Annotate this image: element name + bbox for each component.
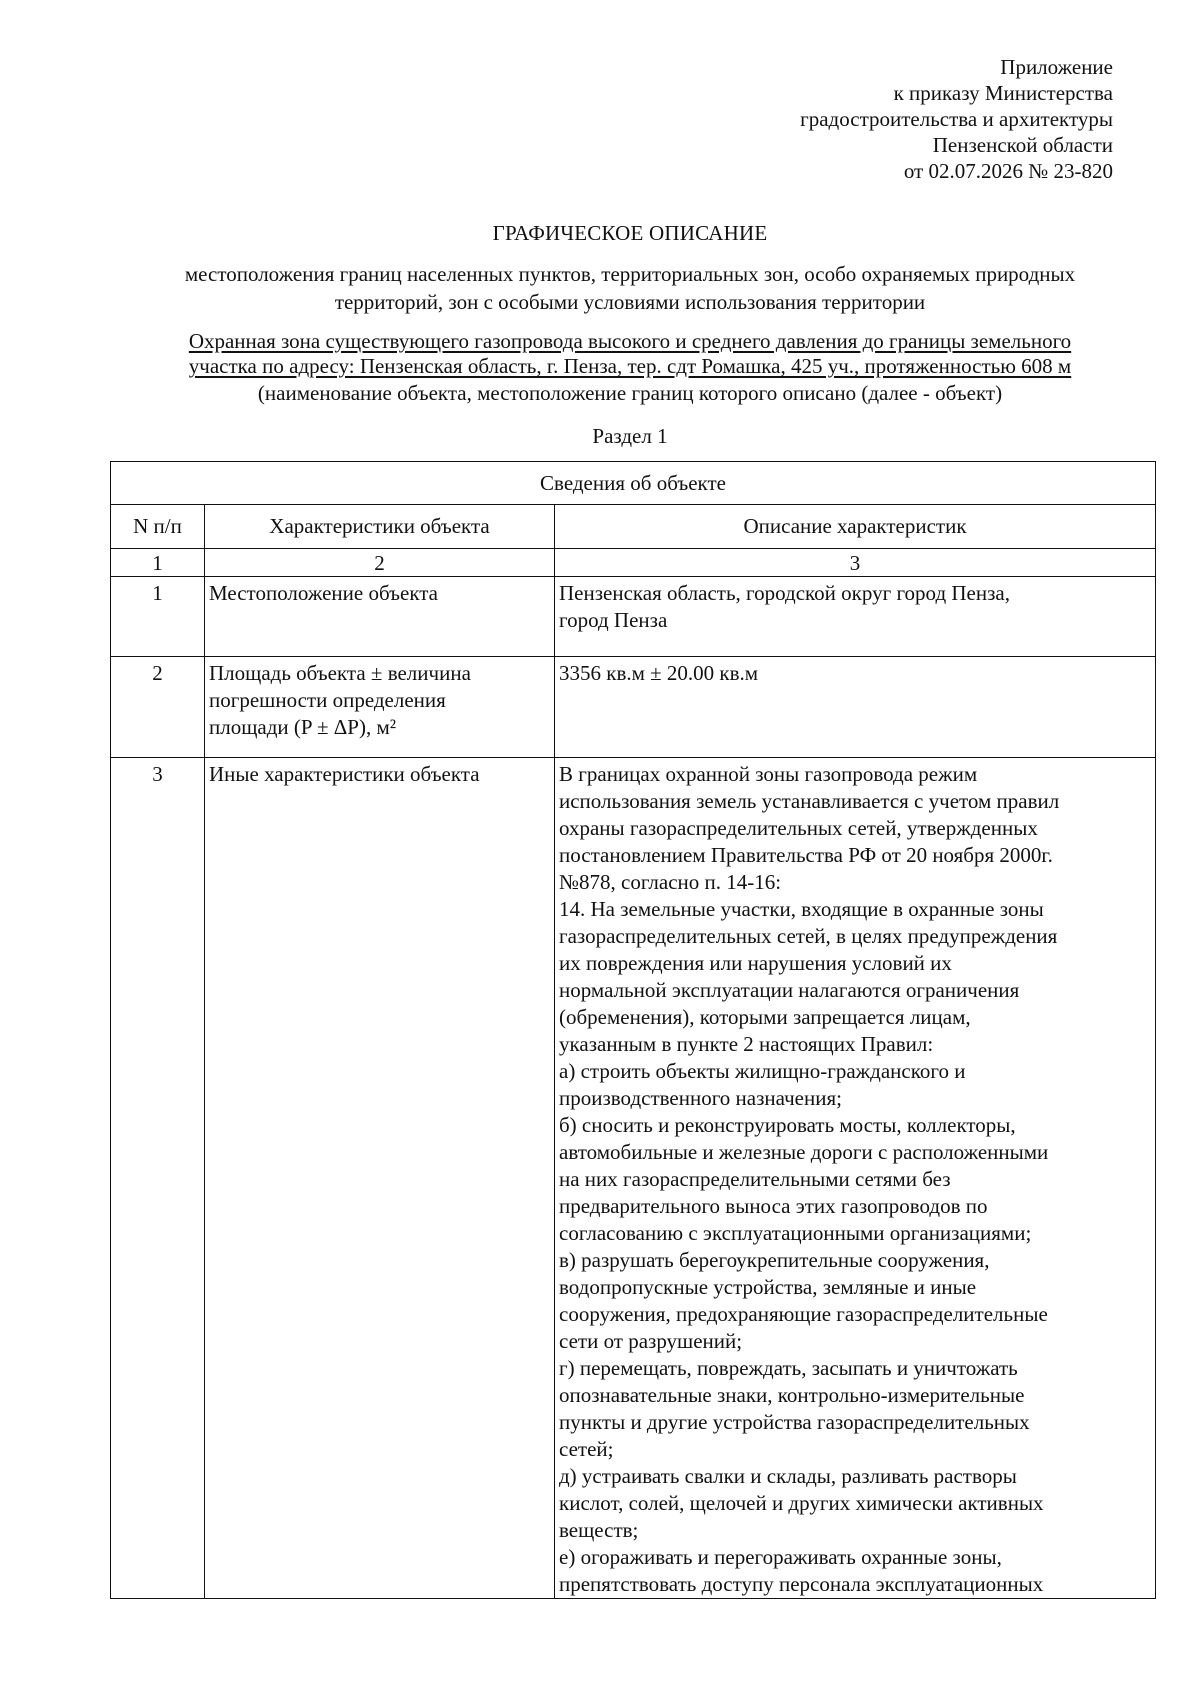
row-number: 3 [111,758,205,1599]
subtitle-line: местоположения границ населенных пунктов, территориальных зон, особо охраняемых природных [184,262,1076,286]
row-characteristic: Местоположение объекта [205,577,555,657]
row-description: 3356 кв.м ± 20.00 кв.м [555,657,1156,758]
description-line: пункты и другие устройства газораспределительных [559,1410,1030,1434]
table-header-row [111,505,1156,549]
description-line: охраны газораспределительных сетей, утвержденных [559,816,1038,840]
object-info-table [110,461,1156,1599]
column-number: 3 [555,549,1156,577]
description-line: газораспределительных сетей, в целях предупреждения [559,924,1058,948]
description-line: на них газораспределительными сетями без [559,1167,951,1191]
table-caption-row [111,462,1156,505]
description-line: сети от разрушений; [559,1329,743,1353]
row-description [555,577,1156,657]
description-line: предварительного выноса этих газопроводов по [559,1194,988,1218]
description-line: нормальной эксплуатации налагаются ограничения [559,978,1020,1002]
column-header: N п/п [111,505,205,549]
description-line: указанным в пункте 2 настоящих Правил: [559,1032,934,1056]
description-line: В границах охранной зоны газопровода режим [559,762,978,786]
description-line: водопропускные устройства, земляные и иные [559,1275,977,1299]
row-number: 2 [111,657,205,758]
row-number: 1 [111,577,205,657]
description-line: е) огораживать и перегораживать охранные зоны, [559,1545,1002,1569]
object-caption: (наименование объекта, местоположение границ которого описано (далее - объект) [257,381,1003,405]
subtitle-line: территорий, зон с особыми условиями использования территории [334,290,926,314]
object-name-line: Охранная зона существующего газопровода высокого и среднего давления до границы земельного [188,329,1072,353]
column-number: 2 [205,549,555,577]
description-line: производственного назначения; [559,1086,842,1110]
description-line: сооружения, предохраняющие газораспределительные [559,1302,1048,1326]
description-line: а) строить объекты жилищно-гражданского и [559,1059,966,1083]
section-label: Раздел 1 [592,424,668,448]
object-name-line: участка по адресу: Пензенская область, г. Пенза, тер. сдт Ромашка, 425 уч., протяженностью 608 м [188,354,1072,378]
column-header: Характеристики объекта [205,505,555,549]
description-line: б) сносить и реконструировать мосты, коллекторы, [559,1113,1016,1137]
description-line: д) устраивать свалки и склады, разливать растворы [559,1464,1017,1488]
characteristic-line: погрешности определения [209,688,446,712]
description-line: город Пенза [559,608,668,632]
table-row [111,657,1156,758]
description-line: препятствовать доступу персонала эксплуатационных [559,1572,1044,1596]
document-subtitle [100,260,1160,316]
table-row [111,758,1156,1599]
appendix-block [613,54,1113,184]
row-characteristic: Иные характеристики объекта [205,758,555,1599]
row-description [555,758,1156,1599]
description-line: г) перемещать, повреждать, засыпать и уничтожать [559,1356,1018,1380]
appendix-line: Приложение [1000,55,1113,79]
appendix-line: градостроительства и архитектуры [800,107,1113,131]
table-caption: Сведения об объекте [111,462,1156,505]
column-header: Описание характеристик [555,505,1156,549]
description-line: кислот, солей, щелочей и других химически активных [559,1491,1044,1515]
description-line: в) разрушать берегоукрепительные сооружения, [559,1248,990,1272]
description-line: веществ; [559,1518,639,1542]
description-line: согласованию с эксплуатационными организациями; [559,1221,1032,1245]
characteristic-line: Площадь объекта ± величина [209,661,471,685]
appendix-line: к приказу Министерства [893,81,1113,105]
appendix-date-number: от 02.07.2026 № 23-820 [903,159,1113,183]
description-line: автомобильные и железные дороги с расположенными [559,1140,1049,1164]
description-line: (обременения), которыми запрещается лицам, [559,1005,971,1029]
description-line: Пензенская область, городской округ город Пенза, [559,581,1010,605]
description-line: опознавательные знаки, контрольно-измерительные [559,1383,1025,1407]
description-line: 14. На земельные участки, входящие в охранные зоны [559,897,1044,921]
document-title: ГРАФИЧЕСКОЕ ОПИСАНИЕ [492,221,768,245]
description-line: сетей; [559,1437,614,1461]
description-line: №878, согласно п. 14-16: [559,870,782,894]
description-line: постановлением Правительства РФ от 20 ноября 2000г. [559,843,1053,867]
object-name [100,329,1160,379]
row-characteristic [205,657,555,758]
table-row [111,577,1156,657]
characteristic-line: площади (P ± ΔP), м² [209,715,397,739]
column-number-row [111,549,1156,577]
column-number: 1 [111,549,205,577]
description-line: их повреждения или нарушения условий их [559,951,952,975]
appendix-line: Пензенской области [932,133,1113,157]
description-line: использования земель устанавливается с учетом правил [559,789,1060,813]
